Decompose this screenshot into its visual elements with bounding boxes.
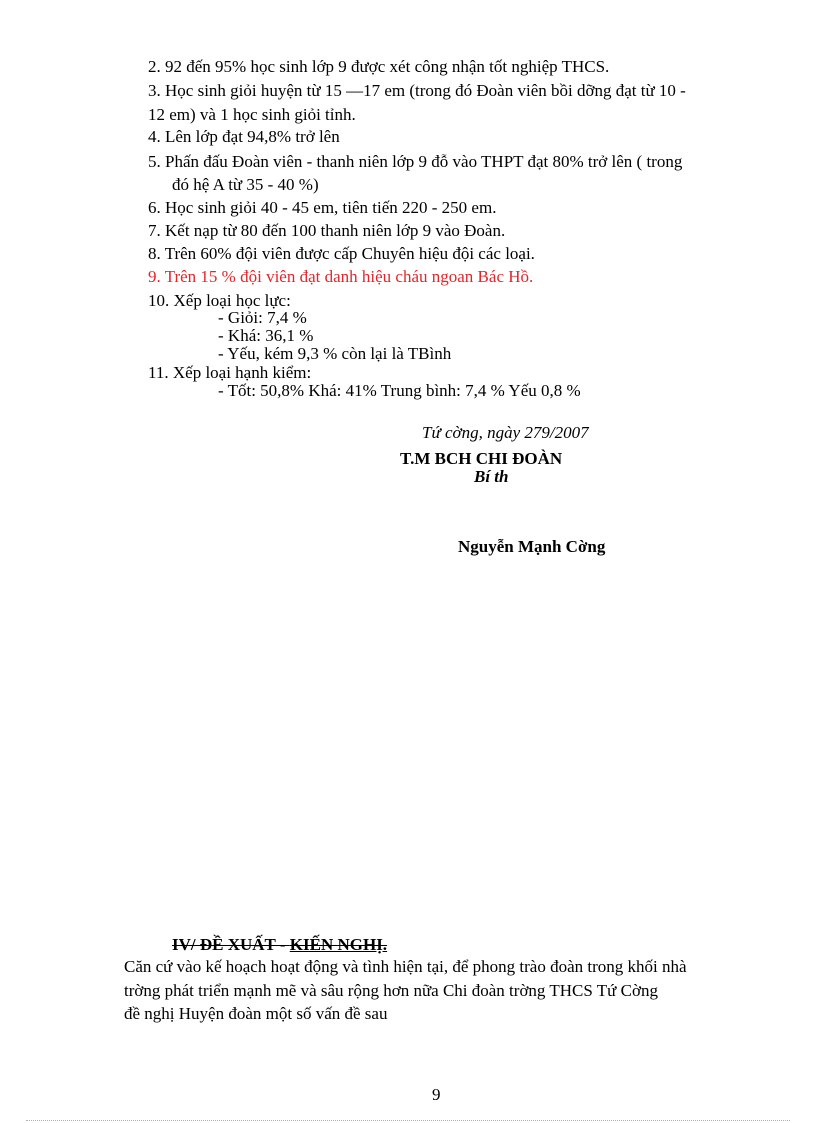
list-item-11-detail: - Tốt: 50,8% Khá: 41% Trung bình: 7,4 % Yếu 0,8 %	[218, 381, 581, 400]
list-item-9: 9. Trên 15 % đội viên đạt danh hiệu cháu ngoan Bác Hồ.	[148, 267, 534, 286]
list-item-4: 4. Lên lớp đạt 94,8% trở lên	[148, 127, 340, 146]
section-paragraph-line-1: Căn cứ vào kế hoạch hoạt động và tình hiện tại, để phong trào đoàn trong khối nhà	[124, 957, 687, 976]
list-item-3-line-1: 3. Học sinh giỏi huyện từ 15 —17 em (trong đó Đoàn viên bồi dỡng đạt từ 10 -	[148, 81, 686, 100]
footer-divider	[26, 1120, 790, 1121]
list-item-10-gioi: - Giỏi: 7,4 %	[218, 308, 307, 327]
list-item-8: 8. Trên 60% đội viên được cấp Chuyên hiệu đội các loại.	[148, 244, 535, 263]
section-paragraph-line-3: đề nghị Huyện đoàn một số vấn đề sau	[124, 1004, 388, 1023]
section-heading	[172, 934, 387, 956]
list-item-11: 11. Xếp loại hạnh kiểm:	[148, 363, 312, 382]
list-item-6: 6. Học sinh giỏi 40 - 45 em, tiên tiến 220 - 250 em.	[148, 198, 497, 217]
list-item-5-line-2: đó hệ A từ 35 - 40 %)	[172, 175, 319, 194]
signature-organization: T.M BCH CHI ĐOÀN	[400, 449, 563, 468]
signature-place-date: Tứ cờng, ngày 279/2007	[422, 423, 589, 442]
list-item-7: 7. Kết nạp từ 80 đến 100 thanh niên lớp 9 vào Đoàn.	[148, 221, 506, 240]
list-item-10: 10. Xếp loại học lực:	[148, 291, 291, 310]
section-heading-prefix: IV/ ĐỀ XUẤT -	[172, 935, 290, 954]
page-number: 9	[432, 1085, 441, 1104]
section-heading-underlined: KIẾN NGHỊ.	[289, 935, 388, 954]
list-item-2: 2. 92 đến 95% học sinh lớp 9 được xét công nhận tốt nghiệp THCS.	[148, 57, 610, 76]
list-item-10-kha: - Khá: 36,1 %	[218, 326, 314, 345]
section-paragraph-line-2: trờng phát triển mạnh mẽ và sâu rộng hơn nữa Chi đoàn trờng THCS Tứ Cờng	[124, 981, 658, 1000]
signature-title: Bí th	[474, 467, 509, 486]
list-item-10-yeu: - Yếu, kém 9,3 % còn lại là TBình	[218, 344, 452, 363]
list-item-5-line-1: 5. Phấn đấu Đoàn viên - thanh niên lớp 9 đỗ vào THPT đạt 80% trở lên ( trong	[148, 152, 683, 171]
list-item-3-line-2: 12 em) và 1 học sinh giỏi tỉnh.	[148, 105, 356, 124]
signature-name: Nguyễn Mạnh Cờng	[458, 537, 606, 556]
